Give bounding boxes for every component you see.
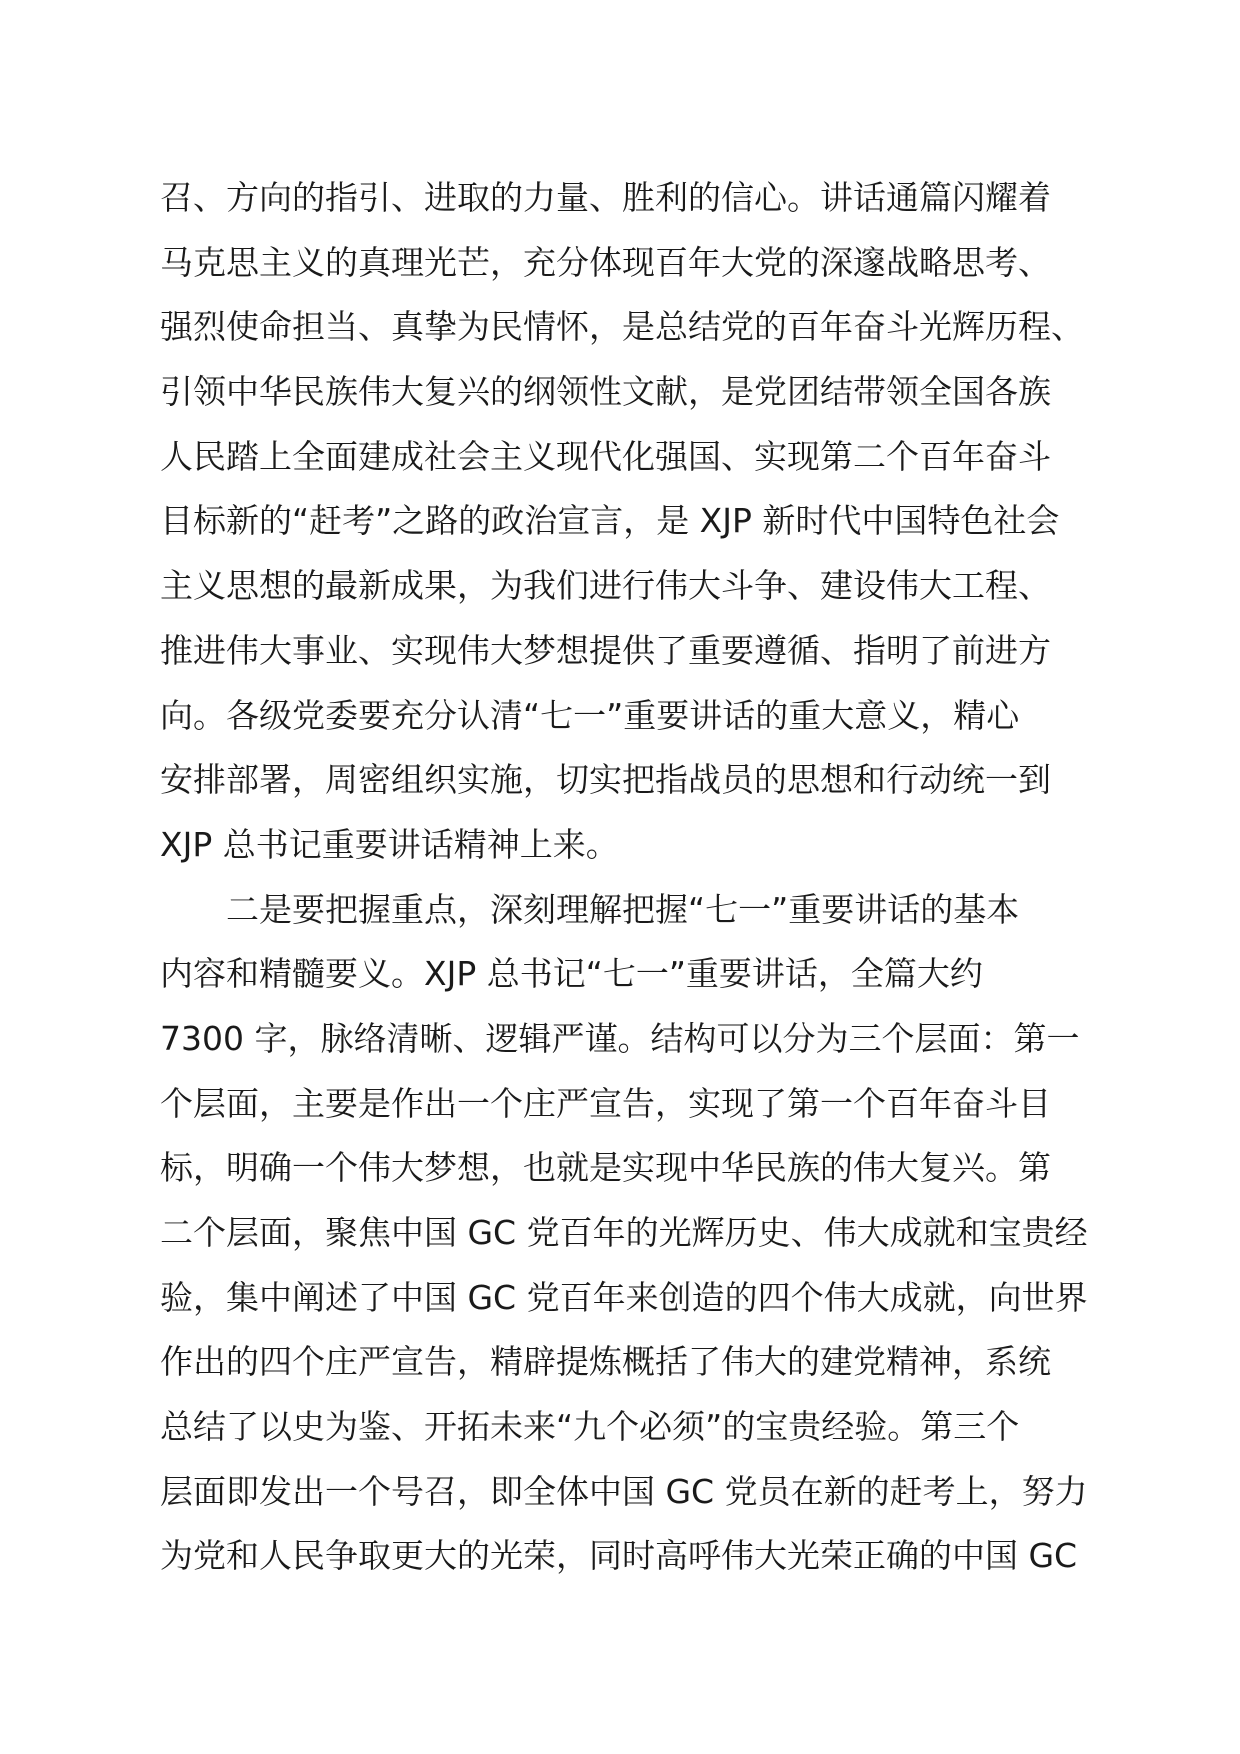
text-line: 作出的四个庄严宣告，精辟提炼概括了伟大的建党精神，系统 xyxy=(160,1342,1051,1382)
text-line: 总结了以史为鉴、开拓未来“九个必须”的宝贵经验。第三个 xyxy=(160,1407,1020,1447)
text-line: 7300 字，脉络清晰、逻辑严谨。结构可以分为三个层面：第一 xyxy=(160,1018,1080,1058)
text-line: XJP 总书记重要讲话精神上来。 xyxy=(160,824,619,864)
text-line: 层面即发出一个号召，即全体中国 GC 党员在新的赶考上，努力 xyxy=(160,1471,1088,1511)
text-line: 召、方向的指引、进取的力量、胜利的信心。讲话通篇闪耀着 xyxy=(160,178,1051,217)
text-line: 人民踏上全面建成社会主义现代化强国、实现第二个百年奋斗 xyxy=(160,436,1051,476)
body-text xyxy=(160,166,1120,1589)
text-line: 安排部署，周密组织实施，切实把指战员的思想和行动统一到 xyxy=(160,760,1051,800)
paragraph-start-line: 二是要把握重点，深刻理解把握“七一”重要讲话的基本 xyxy=(226,889,1020,929)
text-line: 个层面，主要是作出一个庄严宣告，实现了第一个百年奋斗目 xyxy=(160,1083,1051,1123)
text-line: 验，集中阐述了中国 GC 党百年来创造的四个伟大成就，向世界 xyxy=(160,1277,1088,1317)
text-line: 为党和人民争取更大的光荣，同时高呼伟大光荣正确的中国 GC xyxy=(160,1536,1078,1576)
text-line: 二个层面，聚焦中国 GC 党百年的光辉历史、伟大成就和宝贵经 xyxy=(160,1213,1088,1252)
text-line: 推进伟大事业、实现伟大梦想提供了重要遵循、指明了前进方 xyxy=(160,630,1051,670)
text-line: 强烈使命担当、真挚为民情怀，是总结党的百年奋斗光辉历程、 xyxy=(160,307,1084,347)
text-line: 内容和精髓要义。XJP 总书记“七一”重要讲话，全篇大约 xyxy=(160,954,983,994)
text-line: 向。各级党委要充分认清“七一”重要讲话的重大意义，精心 xyxy=(160,695,1020,735)
text-line: 马克思主义的真理光芒，充分体现百年大党的深邃战略思考、 xyxy=(160,242,1051,282)
text-line: 主义思想的最新成果，为我们进行伟大斗争、建设伟大工程、 xyxy=(160,566,1051,606)
text-line: 目标新的“赶考”之路的政治宣言，是 XJP 新时代中国特色社会 xyxy=(160,501,1060,541)
text-line: 引领中华民族伟大复兴的纲领性文献，是党团结带领全国各族 xyxy=(160,372,1051,412)
text-line: 标，明确一个伟大梦想，也就是实现中华民族的伟大复兴。第 xyxy=(160,1148,1051,1188)
